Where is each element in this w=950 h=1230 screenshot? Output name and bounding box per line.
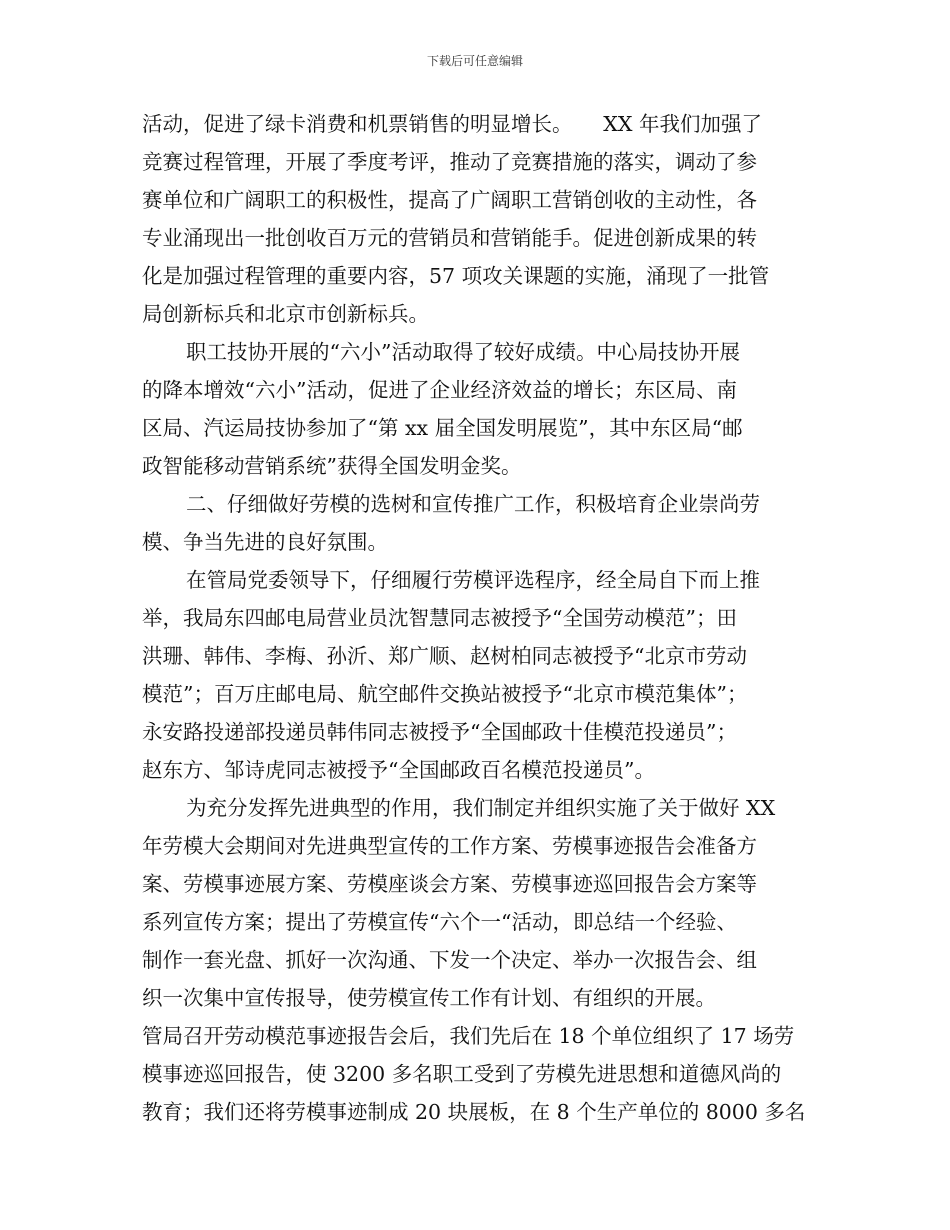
text-line: 赵东方、邹诗虎同志被授予“全国邮政百名模范投递员”。 — [142, 758, 655, 782]
text-line: 活动，促进了绿卡消费和机票销售的明显增长。 XX 年我们加强了 — [142, 112, 762, 136]
text-line: 区局、汽运局技协参加了“第 xx 届全国发明展览”，其中东区局“邮 — [142, 416, 743, 440]
text-line: 管局召开劳动模范事迹报告会后，我们先后在 18 个单位组织了 17 场劳 — [142, 1024, 795, 1048]
text-line: 为充分发挥先进典型的作用，我们制定并组织实施了关于做好 XX — [186, 796, 776, 820]
text-line: 模范”；百万庄邮电局、航空邮件交换站被授予“北京市模范集体”； — [142, 682, 748, 706]
text-line: 在管局党委领导下，仔细履行劳模评选程序，经全局自下而上推 — [186, 568, 760, 592]
text-line: 二、仔细做好劳模的选树和宣传推广工作，积极培育企业崇尚劳 — [186, 492, 760, 516]
text-line: 政智能移动营销系统”获得全国发明金奖。 — [142, 454, 522, 478]
document-body — [142, 105, 808, 1131]
text-line: 系列宣传方案；提出了劳模宣传“六个一“活动，即总结一个经验、 — [142, 910, 737, 934]
text-line: 举，我局东四邮电局营业员沈智慧同志被授予“全国劳动模范”；田 — [142, 606, 737, 630]
text-line: 案、劳模事迹展方案、劳模座谈会方案、劳模事迹巡回报告会方案等 — [142, 872, 757, 896]
text-line: 年劳模大会期间对先进典型宣传的工作方案、劳模事迹报告会准备方 — [142, 834, 757, 858]
text-line: 职工技协开展的“六小”活动取得了较好成绩。中心局技协开展 — [186, 340, 740, 364]
text-line: 洪珊、韩伟、李梅、孙沂、郑广顺、赵树柏同志被授予“北京市劳动 — [142, 644, 747, 668]
text-line: 化是加强过程管理的重要内容，57 项攻关课题的实施，涌现了一批管 — [142, 264, 770, 288]
text-line: 的降本增效“六小”活动，促进了企业经济效益的增长；东区局、南 — [142, 378, 737, 402]
text-line: 专业涌现出一批创收百万元的营销员和营销能手。促进创新成果的转 — [142, 226, 757, 250]
text-line: 赛单位和广阔职工的积极性，提高了广阔职工营销创收的主动性，各 — [142, 188, 757, 212]
text-line: 制作一套光盘、抓好一次沟通、下发一个决定、举办一次报告会、组 — [142, 948, 757, 972]
text-line: 模、争当先进的良好氛围。 — [142, 530, 388, 554]
text-line: 教育；我们还将劳模事迹制成 20 块展板，在 8 个生产单位的 8000 多名 — [142, 1100, 806, 1124]
text-line: 永安路投递部投递员韩伟同志被授予“全国邮政十佳模范投递员”； — [142, 720, 737, 744]
text-line: 局创新标兵和北京市创新标兵。 — [142, 302, 429, 326]
text-line: 竞赛过程管理，开展了季度考评，推动了竞赛措施的落实，调动了参 — [142, 150, 757, 174]
text-line: 模事迹巡回报告，使 3200 多名职工受到了劳模先进思想和道德风尚的 — [142, 1062, 782, 1086]
page-header: 下载后可任意编辑 — [426, 54, 523, 68]
text-line: 织一次集中宣传报导，使劳模宣传工作有计划、有组织的开展。 — [142, 986, 716, 1010]
